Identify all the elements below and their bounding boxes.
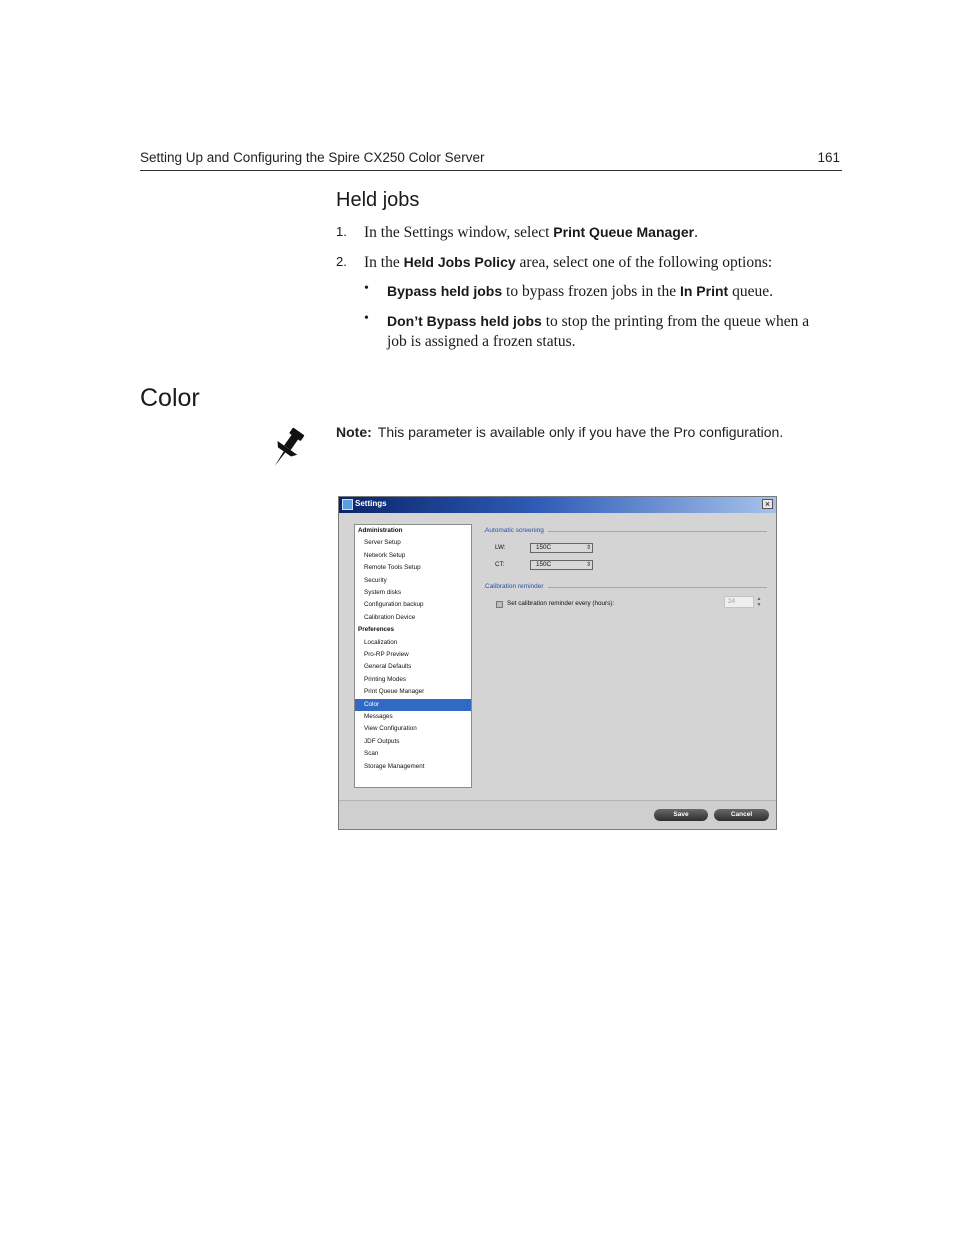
ct-screening-value: 150C (536, 561, 552, 568)
step-2-text-before: In the (364, 254, 404, 271)
note (336, 424, 836, 440)
ct-screening-select[interactable] (530, 560, 593, 570)
bullet-1-keyword-2: In Print (679, 283, 729, 299)
page-number: 161 (817, 150, 840, 165)
step-2-text (364, 252, 842, 273)
bullet-1 (364, 281, 842, 302)
lw-screening-select[interactable] (530, 543, 593, 553)
settings-nav-list (354, 524, 472, 788)
nav-item-view-configuration[interactable]: View Configuration (364, 725, 417, 733)
bullet-2-keyword: Don’t Bypass held jobs (387, 313, 542, 329)
held-jobs-heading: Held jobs (336, 189, 420, 211)
nav-item-jdf-outputs[interactable]: JDF Outputs (364, 737, 400, 745)
note-text: This parameter is available only if you have the Pro configuration. (377, 424, 784, 440)
nav-item-general-defaults[interactable]: General Defaults (364, 663, 412, 671)
lw-screening-value: 150C (536, 544, 552, 551)
nav-item-network-setup[interactable]: Network Setup (364, 551, 406, 559)
window-title: Settings (355, 499, 387, 508)
calibration-reminder-checkbox-label: Set calibration reminder every (hours): (507, 600, 615, 607)
nav-item-printing-modes[interactable]: Printing Modes (364, 675, 406, 683)
close-icon[interactable]: × (762, 499, 773, 509)
running-header (140, 148, 842, 171)
step-2-keyword: Held Jobs Policy (403, 254, 516, 270)
window-footer (339, 800, 776, 829)
hours-spinner[interactable] (755, 596, 763, 608)
calibration-reminder-checkbox[interactable] (496, 601, 503, 608)
step-1 (336, 222, 842, 243)
step-2-text-after: area, select one of the following options: (515, 254, 773, 271)
bullet-2-text-line2: job is assigned a frozen status. (387, 333, 576, 350)
nav-item-storage-management[interactable]: Storage Management (364, 762, 425, 770)
spinner-down-icon[interactable]: ▼ (756, 602, 762, 608)
automatic-screening-label: Automatic screening (485, 527, 548, 534)
bullet-1-marker: • (364, 281, 369, 296)
bullet-1-text (387, 281, 842, 302)
nav-item-server-setup[interactable]: Server Setup (364, 539, 401, 547)
step-1-text-after: . (694, 224, 698, 241)
nav-item-security[interactable]: Security (364, 576, 387, 584)
nav-item-calibration-device[interactable]: Calibration Device (364, 613, 416, 621)
save-button[interactable]: Save (654, 809, 708, 821)
color-heading: Color (140, 384, 200, 412)
nav-item-configuration-backup[interactable]: Configuration backup (364, 601, 424, 609)
settings-window (338, 496, 777, 830)
step-1-text (364, 222, 842, 243)
calibration-reminder-label: Calibration reminder (485, 583, 548, 590)
step-1-text-before: In the Settings window, select (364, 224, 554, 241)
spinner-up-icon[interactable]: ▲ (756, 596, 762, 602)
bullet-1-text-after: queue. (728, 283, 773, 300)
nav-item-messages[interactable]: Messages (364, 713, 393, 720)
cancel-button[interactable]: Cancel (714, 809, 769, 821)
nav-item-system-disks[interactable]: System disks (364, 589, 402, 596)
lw-label: LW: (495, 544, 506, 551)
step-2-number: 2. (336, 254, 347, 269)
nav-item-pro-rp-preview[interactable]: Pro-RP Preview (364, 651, 409, 658)
nav-item-print-queue-manager[interactable]: Print Queue Manager (364, 688, 425, 696)
reminder-hours-input[interactable]: 24 (724, 596, 754, 608)
document-title: Setting Up and Configuring the Spire CX250 Color Server (140, 150, 485, 165)
nav-item-color[interactable]: Color (355, 699, 471, 711)
nav-group-administration[interactable]: Administration (358, 527, 403, 534)
note-label: Note: (336, 424, 372, 440)
step-2 (336, 252, 842, 273)
settings-app-icon (342, 499, 353, 510)
step-1-keyword: Print Queue Manager (553, 224, 695, 240)
nav-group-preferences[interactable]: Preferences (358, 626, 395, 634)
updown-arrows-icon: ⇕ (585, 545, 591, 551)
bullet-2-text (387, 311, 842, 352)
nav-item-scan[interactable]: Scan (364, 750, 379, 758)
bullet-2 (364, 311, 842, 352)
bullet-2-text-line1: to stop the printing from the queue when a (541, 313, 810, 330)
window-titlebar[interactable] (339, 497, 776, 513)
step-1-number: 1. (336, 224, 347, 239)
nav-item-remote-tools-setup[interactable]: Remote Tools Setup (364, 564, 421, 572)
pushpin-icon (266, 425, 312, 473)
bullet-1-text-middle: to bypass frozen jobs in the (502, 283, 680, 300)
ct-label: CT: (495, 561, 505, 568)
bullet-1-keyword: Bypass held jobs (387, 283, 503, 299)
nav-item-localization[interactable]: Localization (364, 638, 398, 646)
updown-arrows-icon: ⇕ (585, 562, 591, 568)
bullet-2-marker: • (364, 311, 369, 326)
